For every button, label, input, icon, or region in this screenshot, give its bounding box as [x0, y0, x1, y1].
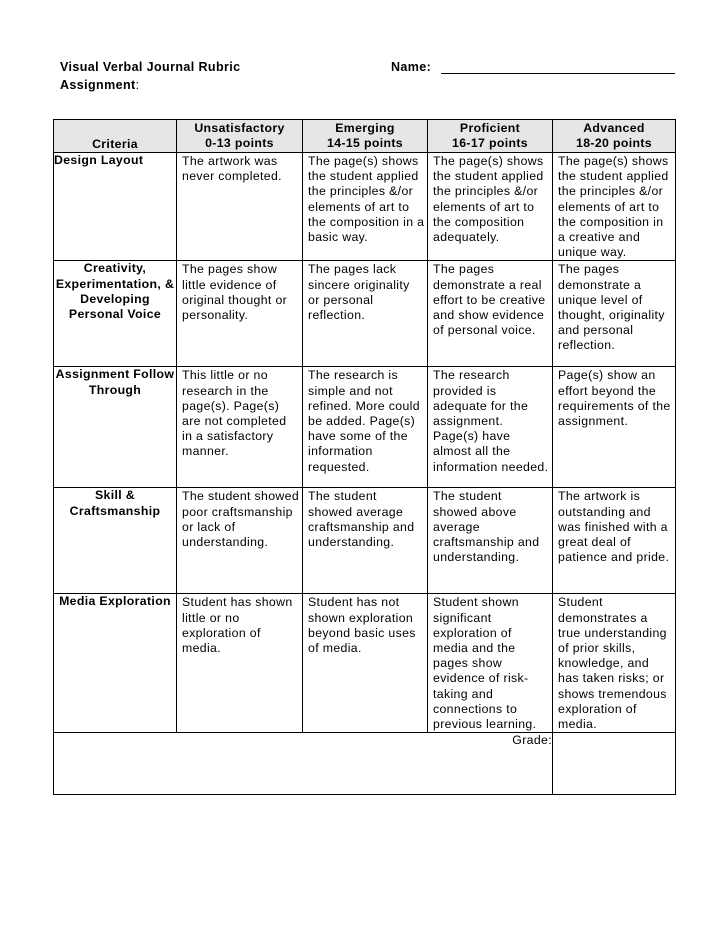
rubric-cell: This little or no research in the page(s). Page(s) are not completed in a satisfactory manner.: [177, 367, 303, 488]
criterion-skill-craftsmanship: Skill & Craftsmanship: [54, 488, 177, 594]
rubric-cell: Student has not shown exploration beyond basic uses of media.: [303, 594, 428, 733]
rubric-cell: Student shown significant exploration of media and the pages show evidence of risk-taking and connections to previous learning.: [428, 594, 553, 733]
level-name: Advanced: [583, 121, 645, 135]
table-row: [54, 367, 676, 488]
assignment-label-text: Assignment: [60, 78, 136, 92]
rubric-cell: The page(s) shows the student applied the principles &/or elements of art to the composition adequately.: [428, 153, 553, 261]
rubric-cell: The research is simple and not refined. More could be added. Page(s) have some of the information requested.: [303, 367, 428, 488]
level-header-advanced: [553, 120, 676, 153]
name-input-line[interactable]: [441, 73, 675, 74]
rubric-cell: Student demonstrates a true understanding of prior skills, knowledge, and has taken risks; or shows tremendous exploration of media.: [553, 594, 676, 733]
level-points: 0-13 points: [205, 136, 274, 150]
header-row: [54, 120, 676, 153]
criterion-media-exploration: Media Exploration: [54, 594, 177, 733]
table-row: [54, 488, 676, 594]
rubric-cell: The pages show little evidence of original thought or personality.: [177, 261, 303, 367]
assignment-colon: :: [135, 78, 140, 92]
level-name: Emerging: [335, 121, 395, 135]
rubric-cell: The page(s) shows the student applied the principles &/or elements of art to the composition in a basic way.: [303, 153, 428, 261]
assignment-label: [60, 78, 139, 92]
level-name: Proficient: [459, 121, 521, 135]
grade-row: [54, 733, 676, 795]
criterion-creativity: Creativity, Experimentation, & Developing Personal Voice: [54, 261, 177, 367]
rubric-cell: The student showed poor craftsmanship or lack of understanding.: [177, 488, 303, 594]
rubric-cell: Student has shown little or no exploration of media.: [177, 594, 303, 733]
rubric-table: [53, 119, 676, 795]
rubric-cell: The student showed above average craftsmanship and understanding.: [428, 488, 553, 594]
rubric-cell: The pages lack sincere originality or personal reflection.: [303, 261, 428, 367]
rubric-cell: Page(s) show an effort beyond the requirements of the assignment.: [553, 367, 676, 488]
rubric-cell: The page(s) shows the student applied the principles &/or elements of art to the composition in a creative and unique way.: [553, 153, 676, 261]
rubric-cell: The pages demonstrate a real effort to be creative and show evidence of personal voice.: [428, 261, 553, 367]
rubric-cell: The student showed average craftsmanship and understanding.: [303, 488, 428, 594]
criterion-assignment-follow-through: Assignment Follow Through: [54, 367, 177, 488]
criteria-header: Criteria: [54, 120, 177, 153]
level-header-proficient: [428, 120, 553, 153]
table-row: [54, 153, 676, 261]
grade-label: Grade:: [512, 733, 552, 748]
rubric-cell: The artwork was never completed.: [177, 153, 303, 261]
level-header-unsatisfactory: [177, 120, 303, 153]
level-name: Unsatisfactory: [194, 121, 285, 135]
table-row: [54, 261, 676, 367]
name-label: Name:: [391, 60, 432, 74]
rubric-cell: The research provided is adequate for the assignment. Page(s) have almost all the information needed.: [428, 367, 553, 488]
grade-input-box[interactable]: [553, 733, 676, 795]
rubric-cell: The artwork is outstanding and was finished with a great deal of patience and pride.: [553, 488, 676, 594]
level-points: 18-20 points: [576, 136, 652, 150]
grade-label-cell: [54, 733, 553, 795]
table-row: [54, 594, 676, 733]
level-points: 16-17 points: [452, 136, 528, 150]
criterion-design-layout: Design Layout: [54, 153, 177, 261]
level-points: 14-15 points: [327, 136, 403, 150]
level-header-emerging: [303, 120, 428, 153]
rubric-cell: The pages demonstrate a unique level of thought, originality and personal reflection.: [553, 261, 676, 367]
rubric-title: Visual Verbal Journal Rubric: [60, 60, 241, 74]
